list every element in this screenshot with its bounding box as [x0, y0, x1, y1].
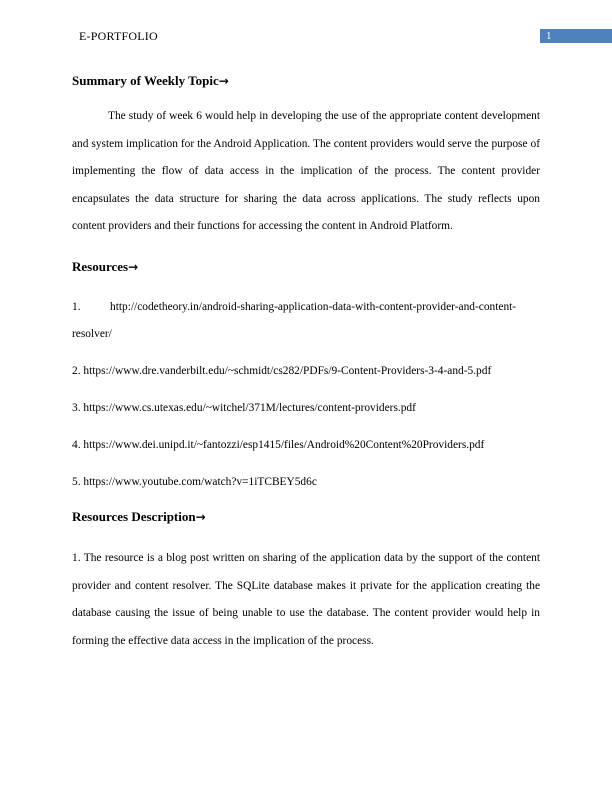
- resource-item-4: [72, 432, 540, 460]
- resource-number: 2.: [72, 365, 81, 377]
- resource-link[interactable]: https://www.dei.unipd.it/~fantozzi/esp1415/files/Android%20Content%20Providers.pdf: [83, 439, 485, 451]
- right-arrow-icon: →: [195, 510, 206, 524]
- resource-link[interactable]: https://www.dre.vanderbilt.edu/~schmidt/cs282/PDFs/9-Content-Providers-3-4-and-5.pdf: [83, 365, 492, 377]
- document-body: [72, 70, 540, 655]
- resource-item-1: [72, 294, 540, 349]
- summary-heading-text: Summary of Weekly Topic: [72, 73, 219, 88]
- resource-number: 4.: [72, 439, 81, 451]
- resources-description-heading: [72, 506, 540, 528]
- resource-item-2: [72, 358, 540, 386]
- resource-link[interactable]: http://codetheory.in/android-sharing-application-data-with-content-provider-and-content-resolver/: [72, 300, 517, 340]
- resource-link[interactable]: https://www.youtube.com/watch?v=1iTCBEY5d6c: [83, 476, 317, 488]
- resource-number: 1.: [72, 300, 81, 313]
- resources-heading-text: Resources: [72, 258, 129, 274]
- summary-heading: [72, 70, 540, 92]
- page-number-badge: 1: [540, 29, 612, 43]
- resources-description-paragraph: 1. The resource is a blog post written on sharing of the application data by the support of the content provider and content resolver. The SQLite database makes it private for the application creating the database causing the issue of being unable to use the database. The content provider would help in forming the effective data access in the implication of the process.: [72, 552, 540, 647]
- resources-heading: [72, 256, 540, 278]
- resource-number: 3.: [72, 402, 81, 414]
- resources-description-heading-text: Resources Description: [72, 509, 196, 524]
- resource-link[interactable]: https://www.cs.utexas.edu/~witchel/371M/lectures/content-providers.pdf: [83, 402, 416, 414]
- resource-number: 5.: [72, 476, 81, 488]
- resource-item-5: [72, 469, 540, 497]
- summary-paragraph: The study of week 6 would help in developing the use of the appropriate content development and system implication for the Android Application. The content providers would serve the purpose of implementing the flow of data access in the implication of the process. The content provider encapsulates the data structure for sharing the data across applications. The study reflects upon content providers and their functions for accessing the content in Android Platform.: [72, 110, 540, 232]
- right-arrow-icon: →: [218, 74, 229, 88]
- resource-item-3: [72, 395, 540, 423]
- right-arrow-icon: →: [128, 259, 139, 274]
- running-header-title: E-PORTFOLIO: [79, 29, 158, 43]
- resources-list: [72, 294, 540, 497]
